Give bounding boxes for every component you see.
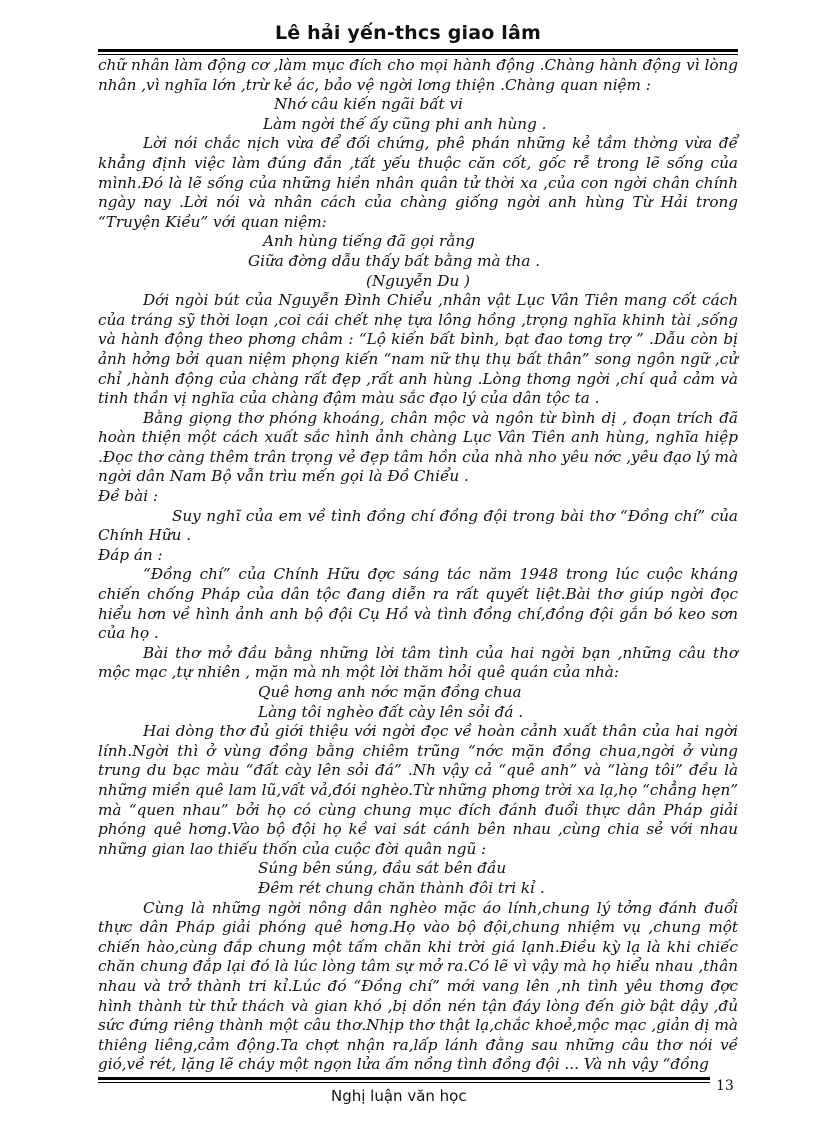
page-header-title: Lê hải yến-thcs giao lâm	[274, 22, 542, 44]
body-paragraph: Lời nói chắc nịch vừa để đối chứng, phê phán những kẻ tầm thờng vừa để khẳng định việc làm đúng đắn ,tất yếu thuộc căn cốt, gốc rễ trong lẽ sống của mình.Đó là lẽ sống của những hiền nhân quân tử thời xa ,của con ngời chân chính ngày nay .Lời nói và nhân cách của chàng giống ngời anh hùng Từ Hải trong “Truyện Kiều” với quan niệm:	[98, 134, 738, 231]
footer-text: Nghị luận văn học	[331, 1087, 467, 1105]
body-paragraph: “Đồng chí” của Chính Hữu đợc sáng tác năm 1948 trong lúc cuộc kháng chiến chống Pháp của dân tộc đang diễn ra rất quyết liệt.Bài thơ giúp ngời đọc hiểu hơn về hình ảnh anh bộ đội Cụ Hồ và tình đồng chí,đồng đội gắn bó keo sơn của họ .	[98, 565, 738, 643]
body-paragraph: Hai dòng thơ đủ giới thiệu với ngời đọc về hoàn cảnh xuất thân của hai ngời lính.Ngời thì ở vùng đồng bằng chiêm trũng “nớc mặn đồng chua,ngời ở vùng trung du bạc màu “đất cày lên sỏi đá” .Nh vậy cả “quê anh” và “làng tôi” đều là những miền quê lam lũ,vất vả,đói nghèo.Từ những phơng trời xa lạ,họ “chẳng hẹn” mà “quen nhau” bởi họ có cùng chung mục đích đánh đuổi thực dân Pháp giải phóng quê hơng.Vào bộ đội họ kề vai sát cánh bên nhau ,cùng chia sẻ với nhau những gian lao thiếu thốn của cuộc đời quân ngũ :	[98, 722, 738, 858]
body-paragraph: Dới ngòi bút của Nguyễn Đình Chiểu ,nhân vật Lục Vân Tiên mang cốt cách của tráng sỹ thời loạn ,coi cái chết nhẹ tựa lông hồng ,trọng nghĩa khinh tài ,sống và hành động theo phơng châm : “Lộ kiến bất bình, bạt đao tơng trợ ” .Dẫu còn bị ảnh hởng bởi quan niệm phọng kiến “nam nữ thụ thụ bất thân” song ngôn ngữ ,cử chỉ ,hành động của chàng rất đẹp ,rất anh hùng .Lòng thơng ngời ,chí quả cảm và tinh thần vị nghĩa của chàng đậm màu sắc đạo lý của dân tộc ta .	[98, 291, 738, 408]
body-paragraph: Suy nghĩ của em về tình đồng chí đồng đội trong bài thơ “Đồng chí” của Chính Hữu .	[98, 506, 738, 545]
section-heading: Đề bài :	[98, 487, 159, 506]
verse-line: Nhớ câu kiến ngãi bất vi	[274, 95, 463, 114]
footer-rule	[98, 1077, 710, 1083]
document-body	[98, 56, 738, 1075]
section-heading: Đáp án :	[98, 545, 163, 564]
verse-line: Súng bên súng, đầu sát bên đầu	[258, 859, 507, 878]
verse-line: Đêm rét chung chăn thành đôi tri kỉ .	[258, 878, 545, 897]
header-rule	[98, 49, 738, 55]
body-paragraph: Bài thơ mở đầu bằng những lời tâm tình của hai ngời bạn ,những câu thơ mộc mạc ,tự nhiên , mặn mà nh một lời thăm hỏi quê quán của nhà:	[98, 643, 738, 682]
verse-line: Anh hùng tiếng đã gọi rằng	[263, 232, 475, 251]
body-paragraph: chữ nhân làm động cơ ,làm mục đích cho mọi hành động .Chàng hành động vì lòng nhân ,vì nghĩa lớn ,trừ kẻ ác, bảo vệ ngời lơng thiện .Chàng quan niệm :	[98, 56, 738, 94]
verse-line: Làng tôi nghèo đất cày lên sỏi đá .	[258, 702, 524, 721]
verse-line: Làm ngời thế ấy cũng phi anh hùng .	[263, 114, 547, 133]
verse-line: Quê hơng anh nớc mặn đồng chua	[258, 683, 522, 701]
verse-citation: (Nguyễn Du )	[366, 271, 470, 290]
page-number: 13	[716, 1078, 734, 1094]
body-paragraph: Bằng giọng thơ phóng khoáng, chân mộc và ngôn từ bình dị , đoạn trích đã hoàn thiện một cách xuất sắc hình ảnh chàng Lục Vân Tiên anh hùng, nghĩa hiệp .Đọc thơ càng thêm trân trọng vẻ đẹp tâm hồn của nhà nho yêu nớc ,yêu đạo lý mà ngời dân Nam Bộ vẫn trìu mến gọi là Đồ Chiểu .	[98, 408, 738, 486]
verse-line: Giữa đờng dẫu thấy bất bằng mà tha .	[248, 251, 541, 270]
body-paragraph: Cùng là những ngời nông dân nghèo mặc áo lính,chung lý tởng đánh đuổi thực dân Pháp giải phóng quê hơng.Họ vào bộ đội,chung nhiệm vụ ,chung một chiến hào,cùng đắp chung một tấm chăn khi trời giá lạnh.Điều kỳ lạ là khi chiếc chăn chung đắp lại đó là lúc lòng tâm sự mở ra.Có lẽ vì vậy mà họ hiểu nhau ,thân nhau và trở thành tri kỉ.Lúc đó “Đồng chí” mới vang lên ,nh tình yêu thơng đợc hình thành từ thử thách và gian khó ,bị dồn nén tận đáy lòng đến giờ bật dậy ,đủ sức đứng riêng thành một câu thơ.Nhịp thơ thật lạ,chắc khoẻ,mộc mạc ,giản dị mà thiêng liêng,cảm động.Ta chợt nhận ra,lấp lánh đằng sau những câu thơ nói về gió,về rét, lặng lẽ cháy một ngọn lửa ấm nồng tình đồng đội ... Và nh vậy “đồng	[98, 898, 738, 1074]
